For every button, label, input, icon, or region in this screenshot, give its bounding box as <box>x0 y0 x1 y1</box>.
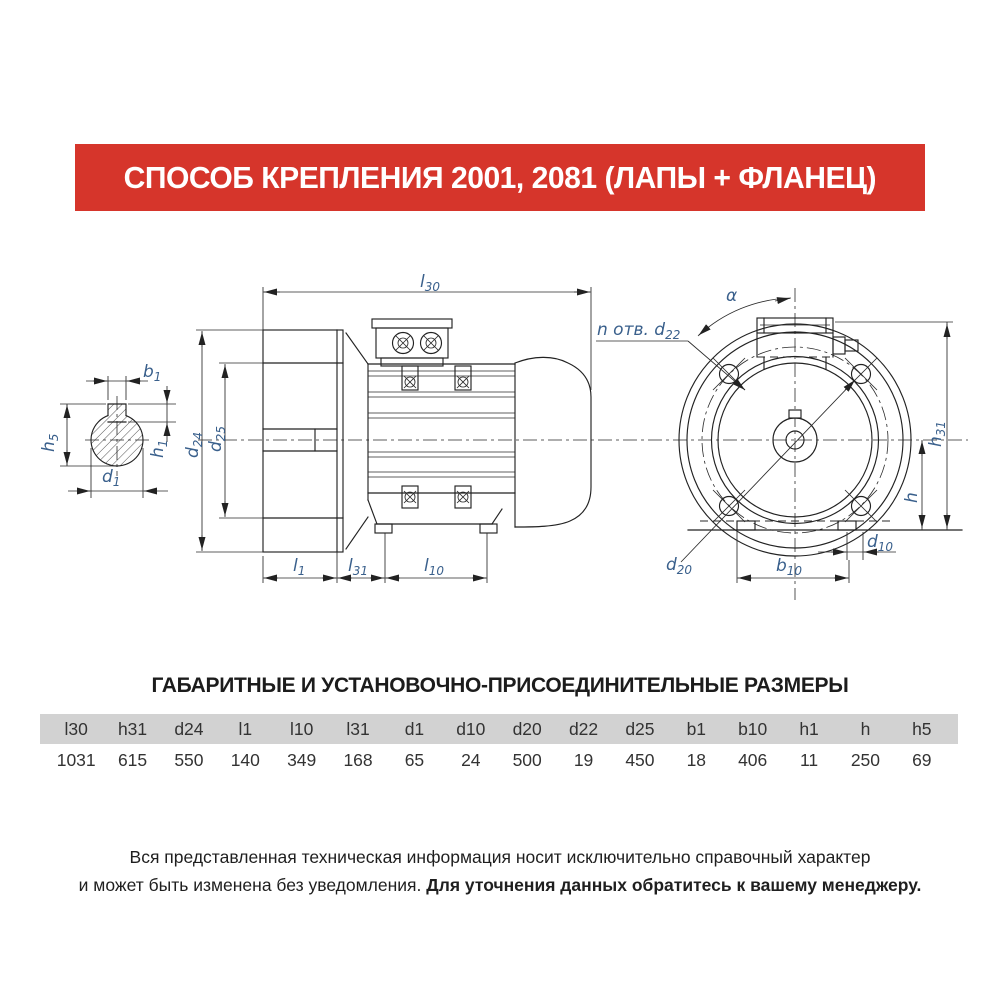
dim-label-d25: $d_{25}$ <box>206 425 228 452</box>
table-value-cell: 65 <box>404 750 425 770</box>
table-header-cell: d10 <box>456 719 486 739</box>
table-header-cell: h1 <box>799 719 819 739</box>
table-header-cell: d25 <box>625 719 655 739</box>
table-header-cell: d24 <box>174 719 204 739</box>
table-value-cell: 406 <box>738 750 768 770</box>
table-header-cell: b10 <box>738 719 768 739</box>
table-value-cell: 140 <box>230 750 260 770</box>
table-header-cell: l1 <box>238 719 253 739</box>
table-header-cell: h31 <box>117 719 148 739</box>
table-value-cell: 615 <box>117 750 148 770</box>
table-header-cell: l30 <box>64 719 88 739</box>
dim-label-l31: $l_{31}$ <box>348 556 369 578</box>
dim-label-b10: $b_{10}$ <box>776 556 803 578</box>
dim-label-alpha: α <box>726 286 738 306</box>
disclaimer <box>0 844 1000 899</box>
page-title: СПОСОБ КРЕПЛЕНИЯ 2001, 2081 (ЛАПЫ + ФЛАНЕЦ) <box>123 159 877 195</box>
table-value-cell: 168 <box>343 750 373 770</box>
dim-label-n-otv-d22: n отв. $d_{22}$ <box>597 320 681 342</box>
disclaimer-line2-bold: Для уточнения данных обратитесь к вашему менеджеру. <box>426 874 922 895</box>
view-motor-side <box>183 272 968 583</box>
table-value-cell: 19 <box>573 750 594 770</box>
table-header-cell: l10 <box>290 719 314 739</box>
table-title: ГАБАРИТНЫЕ И УСТАНОВОЧНО-ПРИСОЕДИНИТЕЛЬНЫЕ РАЗМЕРЫ <box>151 674 849 697</box>
table-value-cell: 18 <box>686 750 707 770</box>
table-value-cell: 550 <box>174 750 204 770</box>
table-value-cell: 24 <box>461 750 481 770</box>
body-ribs <box>368 371 515 477</box>
dim-label-d20: $d_{20}$ <box>666 555 693 577</box>
dimensions-table <box>40 714 958 776</box>
terminal-box-side <box>372 319 452 366</box>
disclaimer-line1: Вся представленная техническая информация носит исключительно справочный характер <box>129 847 871 867</box>
table-value-cell: 349 <box>287 750 317 770</box>
table-header-cell: h <box>860 719 871 739</box>
table-header-cell: d20 <box>512 719 542 739</box>
dim-label-l10: $l_{10}$ <box>424 556 445 578</box>
dim-label-d10: $d_{10}$ <box>867 532 894 554</box>
table-values-row <box>40 744 958 776</box>
dim-label-h31: $h_{31}$ <box>926 420 948 447</box>
dim-label-b1: $b_1$ <box>143 362 162 384</box>
view-flange-front <box>596 286 962 600</box>
disclaimer-line2 <box>0 872 1000 900</box>
clamp-bolts <box>402 366 471 508</box>
dim-label-d1: $d_1$ <box>102 467 121 489</box>
table-value-cell: 1031 <box>56 750 96 770</box>
table-value-cell: 11 <box>799 750 819 770</box>
table-header-cell: l31 <box>346 719 370 739</box>
disclaimer-line2-regular: и может быть изменена без уведомления. <box>78 874 427 895</box>
table-value-cell: 500 <box>512 750 542 770</box>
fan-cover <box>515 357 591 527</box>
table-header-cell: d22 <box>568 719 599 739</box>
table-header-cell: d1 <box>404 719 425 739</box>
table-header-cell: b1 <box>686 719 707 739</box>
table-value-cell: 69 <box>912 750 932 770</box>
dim-label-l1: $l_1$ <box>293 556 306 578</box>
view-shaft-section <box>39 362 176 498</box>
table-header-row <box>40 714 958 744</box>
dim-label-h: h <box>902 492 922 503</box>
table-value-cell: 250 <box>850 750 881 770</box>
table-header-cell: h5 <box>912 719 932 739</box>
dim-label-h1: $h_1$ <box>148 439 170 458</box>
dim-label-h5: $h_5$ <box>39 433 61 452</box>
table-value-cell: 450 <box>625 750 655 770</box>
dim-label-l30: $l_{30}$ <box>420 272 441 294</box>
dim-label-d24: $d_{24}$ <box>183 431 205 458</box>
motor-feet <box>368 500 502 533</box>
